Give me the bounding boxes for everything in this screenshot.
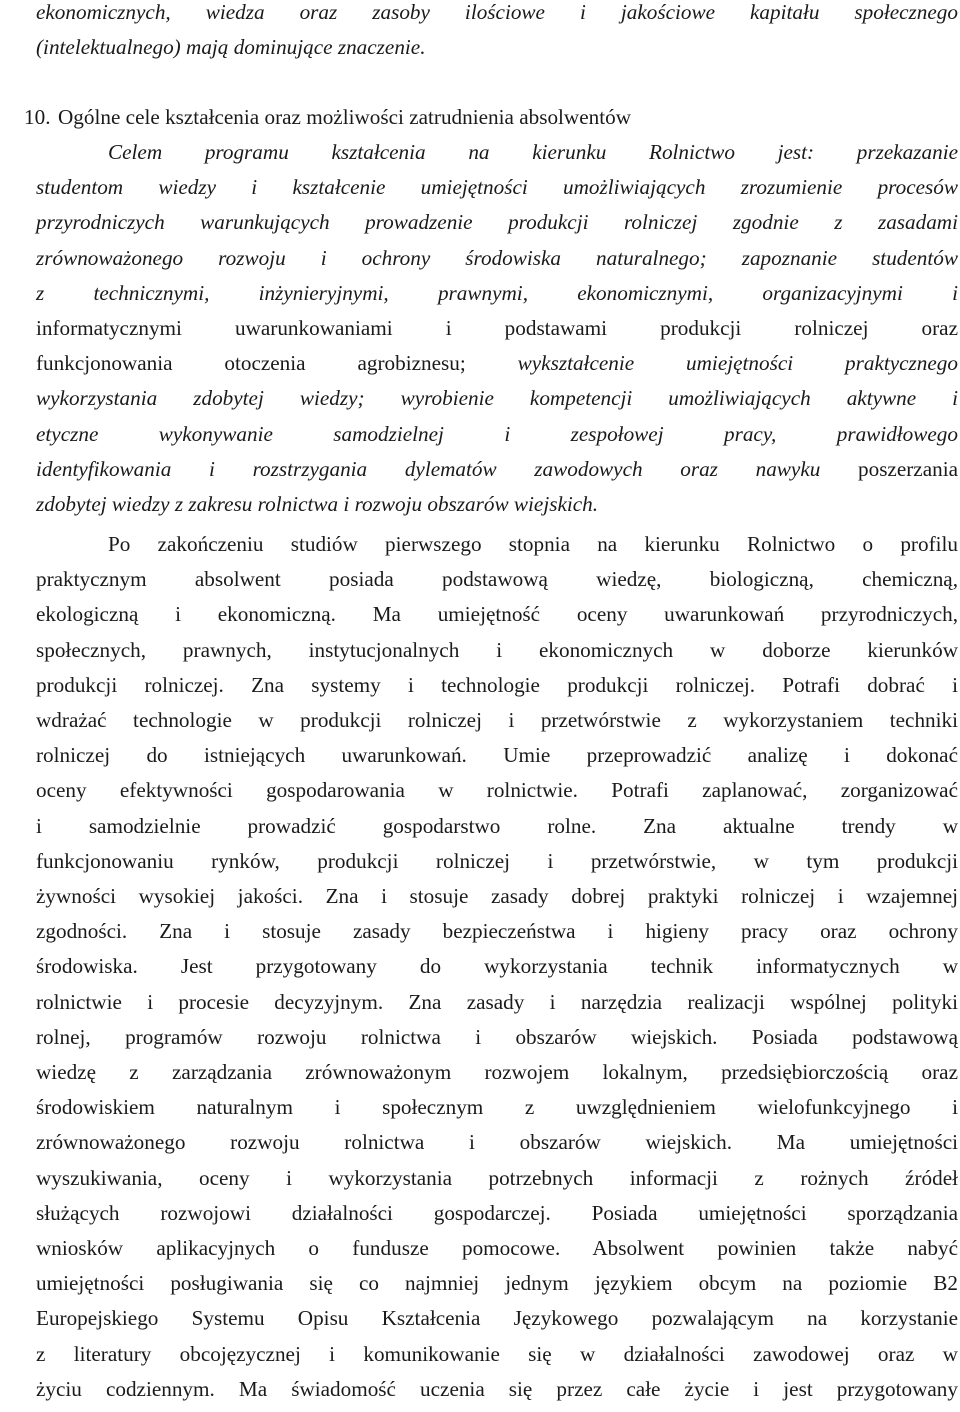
text-line	[36, 1020, 958, 1055]
text-line	[36, 1161, 958, 1196]
text-line	[36, 668, 958, 703]
text-line	[36, 30, 958, 65]
text-run: studentom wiedzy i kształcenie umiejętności umożliwiających zrozumienie procesów	[36, 175, 958, 200]
text-line	[36, 381, 958, 416]
text-line	[36, 562, 958, 597]
text-line	[36, 773, 958, 808]
text-run: zrównoważonego rozwoju i ochrony środowiska naturalnego; zapoznanie studentów	[36, 245, 958, 270]
text-run: Po zakończeniu studiów pierwszego stopnia na kierunku Rolnictwo o profilu	[108, 532, 958, 556]
text-line	[36, 276, 958, 311]
text-run: wdrażać technologie w produkcji rolniczej i przetwórstwie z wykorzystaniem techniki	[36, 708, 958, 732]
text-run: zrównoważonego rozwoju rolnictwa i obszarów wiejskich. Ma umiejętności	[36, 1130, 958, 1155]
text-run: rolniczej do istniejących uwarunkowań. Umie przeprowadzić analizę i dokonać	[36, 743, 958, 768]
text-run: ekologiczną i ekonomiczną. Ma umiejętność oceny uwarunkowań przyrodniczych,	[36, 602, 958, 627]
text-run: etyczne wykonywanie samodzielnej i zespołowej pracy, prawidłowego	[36, 421, 958, 446]
text-line	[36, 1266, 958, 1301]
text-run: wniosków aplikacyjnych o fundusze pomocowe. Absolwent powinien także nabyć	[36, 1236, 958, 1260]
text-line	[36, 1301, 958, 1336]
text-run: identyfikowania i rozstrzygania dylematów zawodowych oraz nawyku	[36, 456, 858, 481]
text-run: umiejętności posługiwania się co najmniej jednym językiem obcym na poziomie B2	[36, 1271, 958, 1296]
section-number: 10.	[24, 105, 51, 129]
text-line	[36, 633, 958, 668]
text-run: życiu codziennym. Ma świadomość uczenia się przez całe życie i jest przygotowany	[36, 1376, 958, 1401]
text-run: i samodzielnie prowadzić gospodarstwo rolne. Zna aktualne trendy w	[36, 813, 958, 838]
section-heading	[24, 100, 958, 135]
text-line	[36, 527, 958, 562]
text-run: rolnej, programów rozwoju rolnictwa i obszarów wiejskich. Posiada podstawową	[36, 1024, 958, 1049]
text-line	[36, 417, 958, 452]
text-line	[36, 1090, 958, 1125]
text-line	[36, 809, 958, 844]
text-run: wykorzystania zdobytej wiedzy; wyrobienie kompetencji umożliwiających aktywne i	[36, 386, 958, 411]
text-run: funkcjonowania otoczenia agrobiznesu;	[36, 351, 518, 376]
text-line	[36, 703, 958, 738]
text-run: Europejskiego Systemu Opisu Kształcenia Językowego pozwalającym na korzystanie	[36, 1306, 958, 1331]
text-line	[36, 1337, 958, 1372]
text-run: wykształcenie umiejętności praktycznego	[517, 351, 958, 376]
text-run: społecznych, prawnych, instytucjonalnych i ekonomicznych w doborze kierunków	[36, 637, 958, 662]
section-title: Ogólne cele kształcenia oraz możliwości zatrudnienia absolwentów	[58, 105, 632, 129]
text-line	[36, 1196, 958, 1231]
text-run: żywności wysokiej jakości. Zna i stosuje zasady dobrej praktyki rolniczej i wzajemnej	[36, 884, 958, 908]
text-run: praktycznym absolwent posiada podstawową wiedzę, biologiczną, chemiczną,	[36, 567, 958, 592]
text-run: funkcjonowaniu rynków, produkcji rolniczej i przetwórstwie, w tym produkcji	[36, 848, 958, 873]
text-run: rolnictwie i procesie decyzyjnym. Zna zasady i narzędzia realizacji wspólnej polityki	[36, 989, 958, 1014]
text-line	[36, 597, 958, 632]
text-run: z literatury obcojęzycznej i komunikowanie się w działalności zawodowej oraz w	[36, 1341, 958, 1366]
text-line	[36, 1055, 958, 1090]
text-line	[36, 1125, 958, 1160]
text-run: poszerzania	[858, 456, 958, 481]
text-run: wiedzę z zarządzania zrównoważonym rozwojem lokalnym, przedsiębiorczością oraz	[36, 1060, 958, 1084]
text-line	[36, 311, 958, 346]
text-line	[36, 135, 958, 170]
text-line	[36, 452, 958, 487]
text-run: produkcji rolniczej. Zna systemy i technologie produkcji rolniczej. Potrafi dobrać i	[36, 672, 958, 697]
text-run: Celem programu kształcenia na kierunku Rolnictwo jest: przekazanie	[108, 140, 958, 164]
text-run: ekonomicznych, wiedza oraz zasoby ilościowe i jakościowe kapitału społecznego	[36, 0, 958, 24]
text-line	[36, 1231, 958, 1266]
text-line	[36, 205, 958, 240]
text-run: środowiskiem naturalnym i społecznym z uwzględnieniem wielofunkcyjnego i	[36, 1095, 958, 1120]
text-line	[36, 738, 958, 773]
text-line	[36, 879, 958, 914]
text-line	[36, 914, 958, 949]
text-line	[36, 0, 958, 30]
text-run: środowiska. Jest przygotowany do wykorzystania technik informatycznych w	[36, 954, 958, 979]
text-run: zdobytej wiedzy z zakresu rolnictwa i rozwoju obszarów wiejskich.	[36, 492, 599, 516]
text-run: informatycznymi uwarunkowaniami i podstawami produkcji rolniczej oraz	[36, 316, 958, 340]
text-line	[36, 241, 958, 276]
text-run: przyrodniczych warunkujących prowadzenie produkcji rolniczej zgodnie z zasadami	[36, 210, 958, 235]
text-run: wyszukiwania, oceny i wykorzystania potrzebnych informacji z rożnych źródeł	[36, 1165, 958, 1190]
text-line	[36, 949, 958, 984]
text-line	[36, 985, 958, 1020]
text-run: z technicznymi, inżynieryjnymi, prawnymi, ekonomicznymi, organizacyjnymi i	[36, 280, 958, 305]
text-line	[36, 346, 958, 381]
text-line	[36, 170, 958, 205]
text-run: zgodności. Zna i stosuje zasady bezpieczeństwa i higieny pracy oraz ochrony	[36, 919, 958, 944]
text-run: (intelektualnego) mają dominujące znaczenie.	[36, 35, 426, 60]
text-line	[36, 487, 958, 522]
text-run: oceny efektywności gospodarowania w rolnictwie. Potrafi zaplanować, zorganizować	[36, 778, 958, 803]
text-run: służących rozwojowi działalności gospodarczej. Posiada umiejętności sporządzania	[36, 1200, 958, 1225]
text-line	[36, 1372, 958, 1407]
text-line	[36, 844, 958, 879]
